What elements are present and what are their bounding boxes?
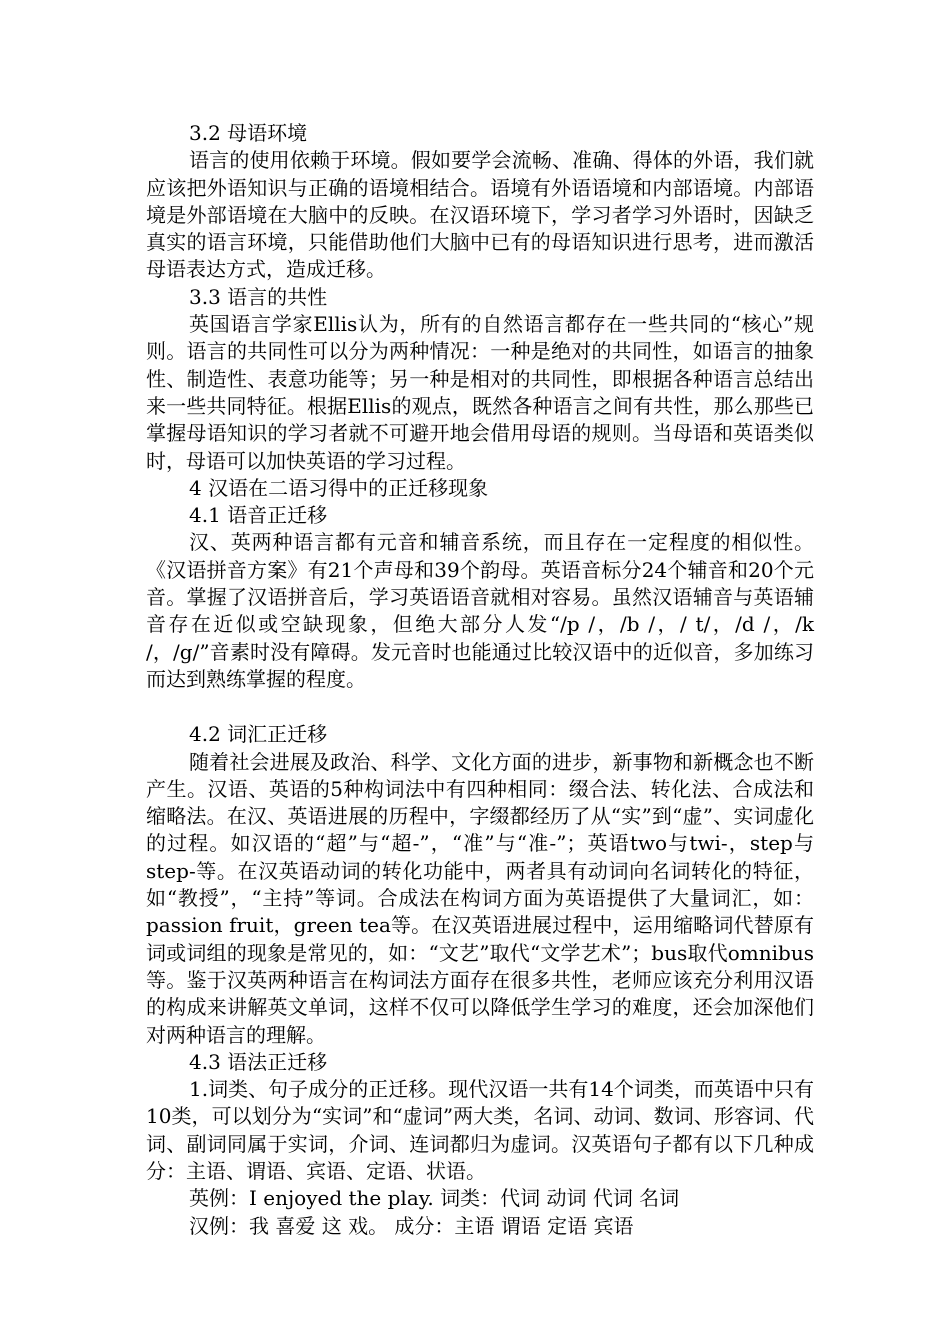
section-heading-3-3: 3.3 语言的共性 <box>189 284 328 309</box>
paragraph-4-3: 1.词类、句子成分的正迁移。现代汉语一共有14个词类，而英语中只有10类，可以划分为“实词”和“虚词”两大类，名词、动词、数词、形容词、代词、副词同属于实词，介词、连词都归为虚词。汉英语句子都有以下几种成分：主语、谓语、宾语、定语、状语。 <box>146 1077 814 1183</box>
section-heading-3-2: 3.2 母语环境 <box>189 121 308 145</box>
paragraph-4-2: 随着社会进展及政治、科学、文化方面的进步，新事物和新概念也不断产生。汉语、英语的5种构词法中有四种相同：缀合法、转化法、合成法和缩略法。在汉、英语进展的历程中，字缀都经历了从“实”到“虚”、实词虚化的过程。如汉语的“超”与“超-”，“准”与“准-”；英语two与twi-，step与step-等。在汉英语动词的转化功能中，两者具有动词向名词转化的特征，如“教授”，“主持”等词。合成法在构词方面为英语提供了大量词汇，如：passion fruit，green tea等。在汉英语进展过程中，运用缩略词代替原有词或词组的现象是常见的，如：“文艺”取代“文学艺术”；bus取代omnibus等。鉴于汉英两种语言在构词法方面存在很多共性，老师应该充分利用汉语的构成来讲解英文单词，这样不仅可以降低学生学习的难度，还会加深他们对两种语言的理解。 <box>146 749 814 1047</box>
example-english: 英例：I enjoyed the play. 词类：代词 动词 代词 名词 <box>189 1186 680 1211</box>
section-heading-4: 4 汉语在二语习得中的正迁移现象 <box>189 475 489 500</box>
section-heading-4-1: 4.1 语音正迁移 <box>189 503 328 528</box>
paragraph-3-2: 语言的使用依赖于环境。假如要学会流畅、准确、得体的外语，我们就应该把外语知识与正确的语境相结合。语境有外语语境和内部语境。内部语境是外部语境在大脑中的反映。在汉语环境下，学习者学习外语时，因缺乏真实的语言环境，只能借助他们大脑中已有的母语知识进行思考，进而激活母语表达方式，造成迁移。 <box>146 148 814 282</box>
paragraph-4-1: 汉、英两种语言都有元音和辅音系统，而且存在一定程度的相似性。《汉语拼音方案》有21个声母和39个韵母。英语音标分24个辅音和20个元音。掌握了汉语拼音后，学习英语语音就相对容易。虽然汉语辅音与英语辅音存在近似或空缺现象，但绝大部分人发“/p /，/b /，/ t/，/d /，/k /，/g/”音素时没有障碍。发元音时也能通过比较汉语中的近似音，多加练习而达到熟练掌握的程度。 <box>146 530 814 691</box>
section-heading-4-3: 4.3 语法正迁移 <box>189 1049 328 1074</box>
paragraph-gap <box>146 693 814 721</box>
section-heading-4-2: 4.2 词汇正迁移 <box>189 722 328 747</box>
document-page <box>146 120 814 1240</box>
paragraph-3-3: 英国语言学家Ellis认为，所有的自然语言都存在一些共同的“核心”规则。语言的共同性可以分为两种情况：一种是绝对的共同性，如语言的抽象性、制造性、表意功能等；另一种是相对的共同性，即根据各种语言总结出来一些共同特征。根据Ellis的观点，既然各种语言之间有共性，那么那些已掌握母语知识的学习者就不可避开地会借用母语的规则。当母语和英语类似时，母语可以加快英语的学习过程。 <box>146 312 814 473</box>
example-chinese: 汉例：我 喜爱 这 戏。 成分：主语 谓语 定语 宾语 <box>189 1213 634 1238</box>
